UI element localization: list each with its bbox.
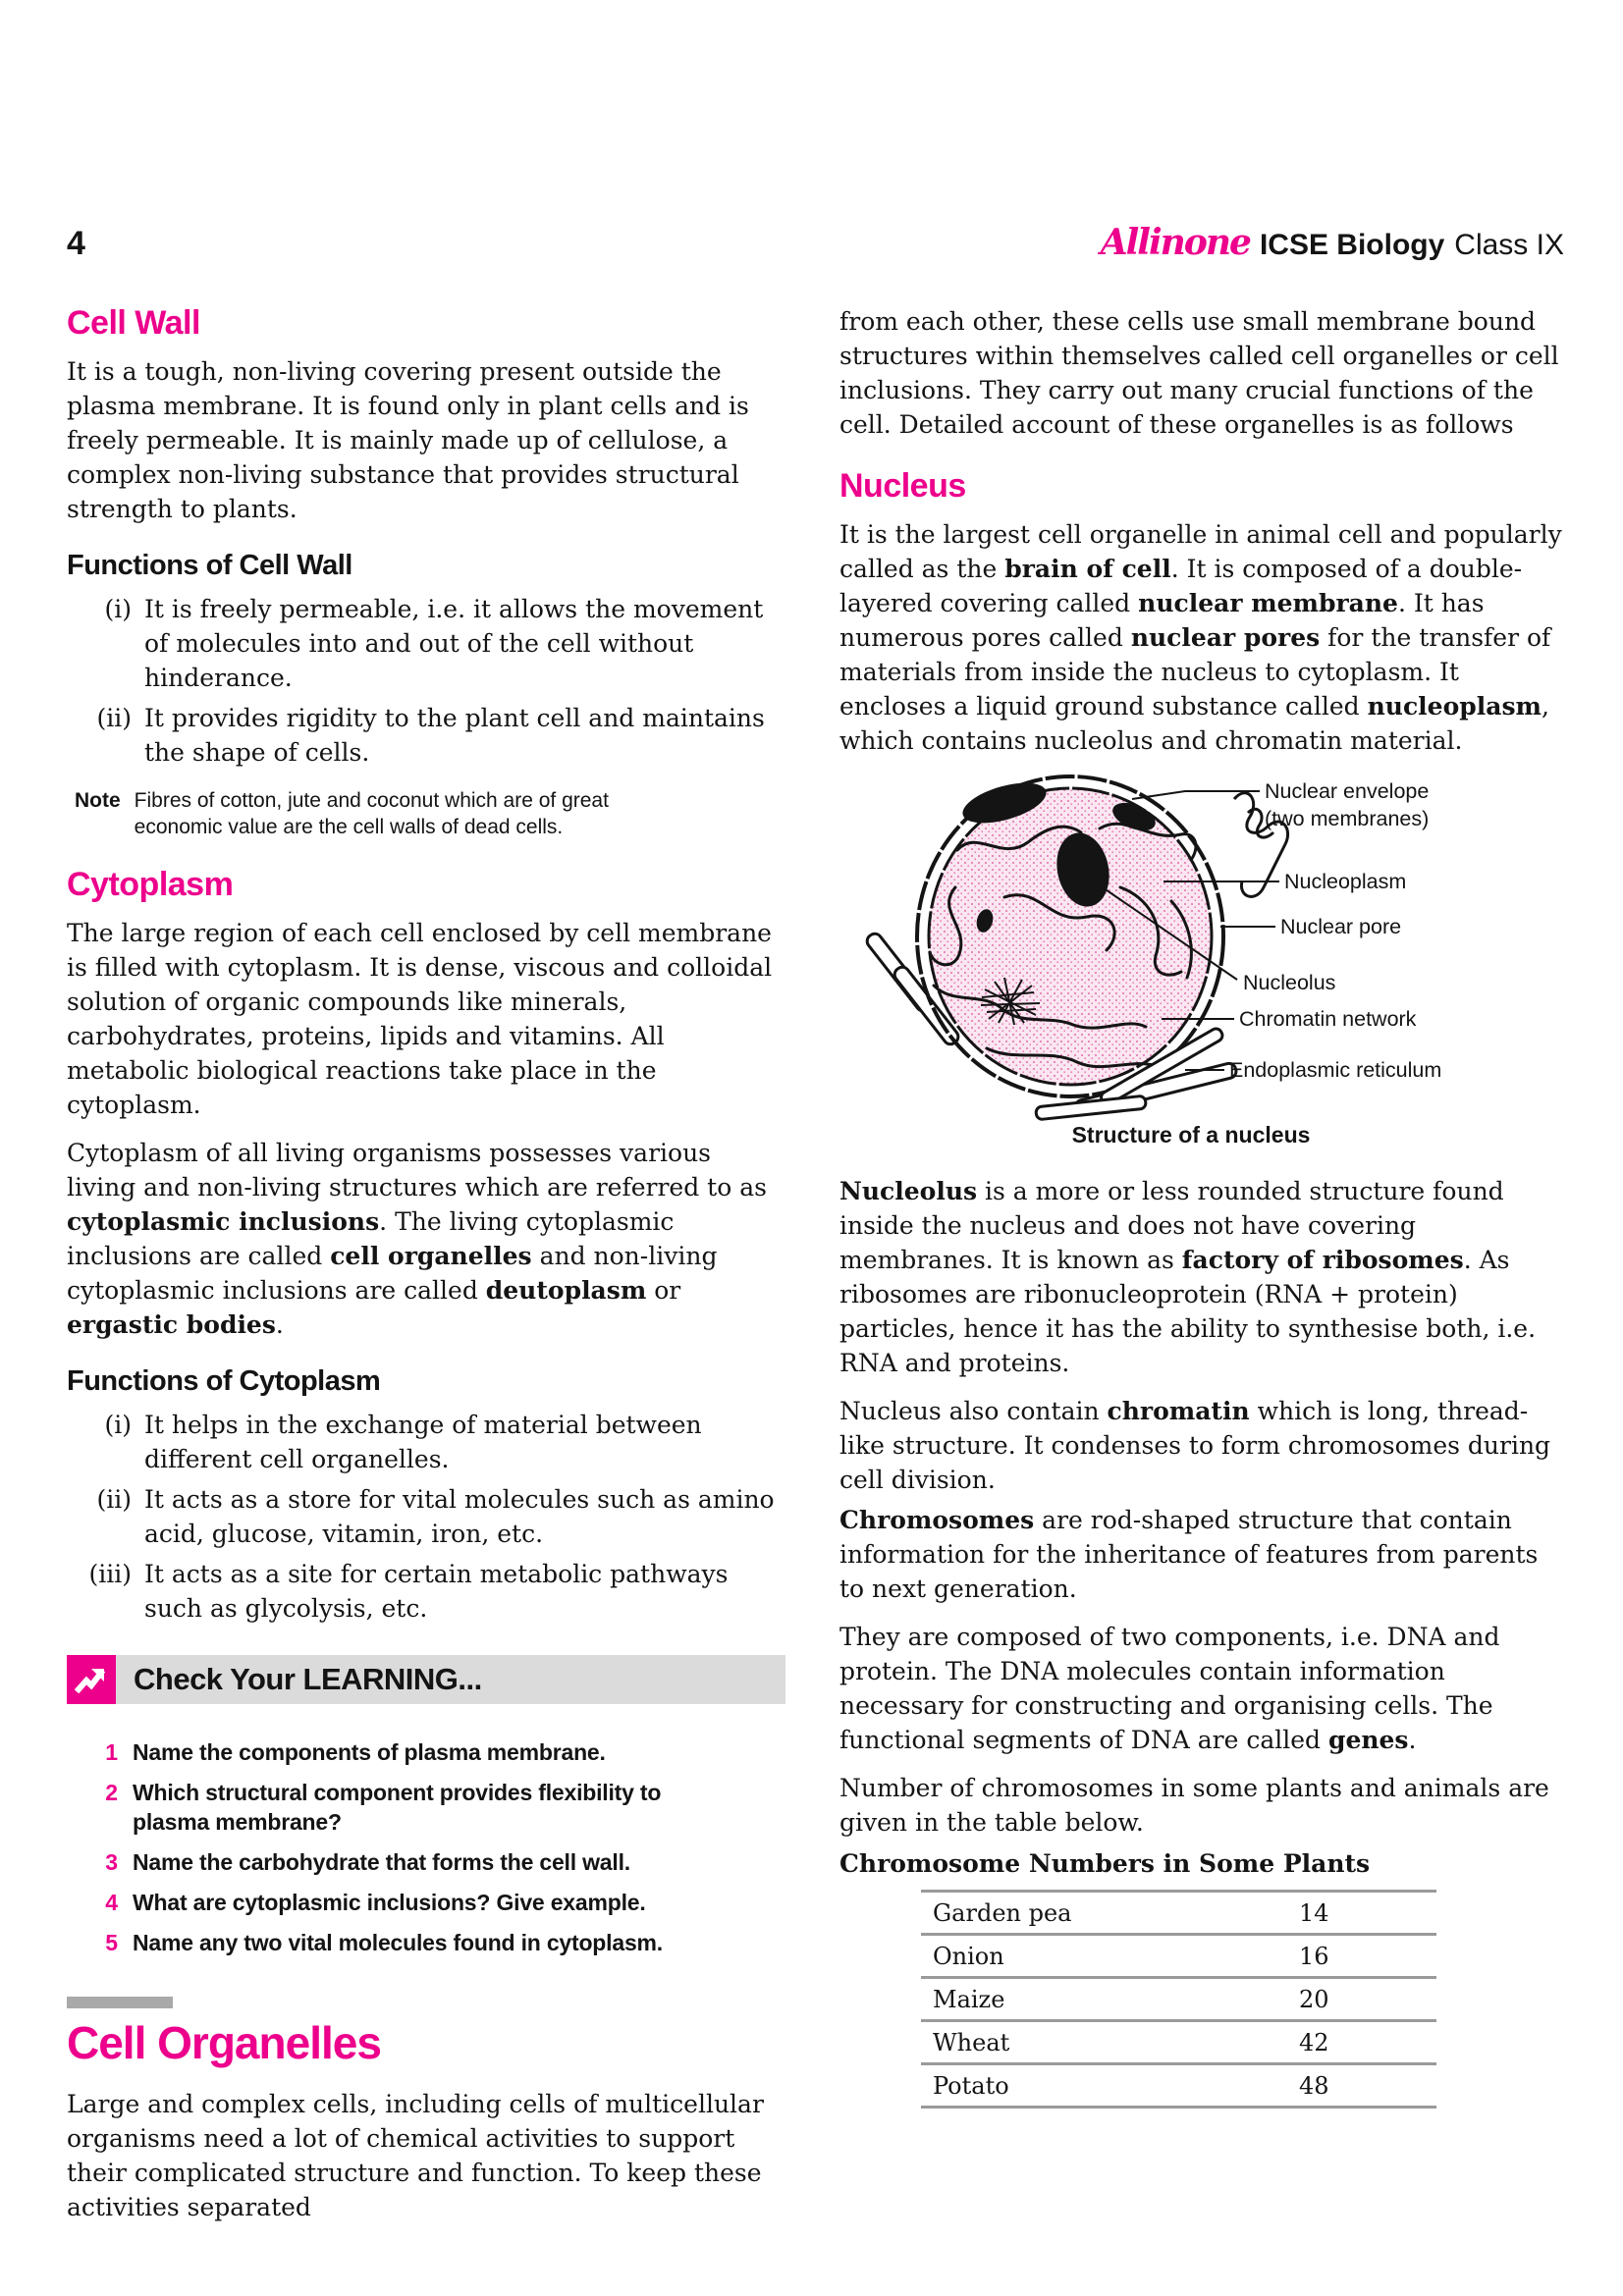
organelles-intro-paragraph: from each other, these cells use small membrane bound structures within themselves called cell organelles or cell inclusions. They carry out many crucial functions of the cell. Detailed account of these organelles is as follows [839, 307, 1559, 439]
text-run: Nucleus also contain [839, 1397, 1108, 1425]
table-cell-name: Wheat [933, 2029, 1010, 2056]
text-run: . It has numerous pores called [839, 589, 1485, 652]
table-cell-name: Maize [933, 1986, 1005, 2013]
nucleus-paragraph [839, 517, 1564, 758]
two-column-layout [67, 304, 1564, 2238]
table-cell-name: Potato [933, 2072, 1009, 2100]
text-run: factory of ribosomes [1181, 1246, 1464, 1274]
cell-wall-paragraph: It is a tough, non-living covering present outside the plasma membrane. It is found only in plant cells and is freely permeable. It is mainly made up of cellulose, a complex non-living substance that provides structural strength to plants. [67, 357, 749, 523]
nucleolus-paragraph [839, 1174, 1564, 1380]
dna-paragraph [839, 1620, 1564, 1757]
list-item [67, 592, 785, 695]
list-marker: (ii) [96, 1485, 132, 1514]
list-marker: (ii) [96, 704, 132, 732]
table-row [921, 2019, 1436, 2062]
table-cell-value: 16 [1299, 1943, 1329, 1970]
list-text: It helps in the exchange of material between different cell organelles. [144, 1411, 702, 1473]
section-divider-bar [67, 1997, 173, 2008]
nucleus-figure [839, 772, 1564, 1164]
check-your-learning-banner [67, 1655, 785, 1704]
text-run: nuclear membrane [1138, 589, 1398, 617]
text-run: , which contains nucleolus and chromatin material. [839, 692, 1549, 755]
list-text: It acts as a site for certain metabolic pathways such as glycolysis, etc. [144, 1560, 729, 1623]
check-your-learning-label: Check Your LEARNING... [116, 1655, 785, 1704]
table-cell-value: 42 [1299, 2029, 1329, 2056]
cytoplasm-paragraph-1: The large region of each cell enclosed by cell membrane is filled with cytoplasm. It is dense, viscous and colloidal solution of organic compounds like minerals, carbohydrates, proteins, lipids and vitamins. All metabolic biological reactions take place in the cytoplasm. [67, 919, 773, 1119]
text-run: cytoplasmic inclusions [67, 1207, 380, 1236]
question-item [67, 1888, 785, 1917]
table-cell-name: Garden pea [933, 1899, 1072, 1927]
question-item [67, 1737, 785, 1767]
text-run: chromatin [1107, 1397, 1250, 1425]
table-row [921, 1976, 1436, 2019]
figure-label-nuclear-envelope: Nuclear envelope [1265, 779, 1430, 803]
list-item [67, 1482, 785, 1551]
book-title-bold: ICSE Biology [1259, 229, 1445, 261]
question-number: 2 [105, 1780, 118, 1805]
text-run: or [646, 1276, 681, 1305]
text-run: nuclear pores [1130, 623, 1321, 652]
chromosomes-paragraph [839, 1503, 1564, 1606]
text-run: . As ribosomes are ribonucleoprotein (RNA + protein) particles, hence it has the ability to synthesise both, i.e. RNA and proteins. [839, 1246, 1537, 1377]
text-run: Cytoplasm of all living organisms possesses various living and non-living structures which are referred to as [67, 1139, 767, 1201]
question-text: Name the carbohydrate that forms the cell wall. [133, 1849, 630, 1875]
question-text: Which structural component provides flexibility to plasma membrane? [133, 1780, 662, 1835]
chromosome-table [921, 1890, 1436, 2109]
text-run: deutoplasm [485, 1276, 647, 1305]
note-label: Note [75, 789, 121, 812]
table-cell-name: Onion [933, 1943, 1004, 1970]
question-number: 5 [105, 1930, 118, 1955]
text-run: Nucleolus [839, 1177, 978, 1205]
question-text: Name any two vital molecules found in cytoplasm. [133, 1930, 663, 1955]
note-text: Fibres of cotton, jute and coconut which are of great economic value are the cell walls of dead cells. [134, 789, 609, 838]
text-run: ergastic bodies [67, 1310, 276, 1339]
figure-label-endoplasmic-reticulum: Endoplasmic reticulum [1229, 1058, 1442, 1082]
question-item [67, 1847, 785, 1877]
nucleus-diagram [839, 772, 1564, 1164]
page-header [67, 214, 1564, 263]
table-intro-paragraph: Number of chromosomes in some plants and animals are given in the table below. [839, 1774, 1549, 1837]
cytoplasm-paragraph-2 [67, 1136, 785, 1342]
list-marker: (iii) [88, 1560, 132, 1588]
table-cell-value: 14 [1299, 1899, 1329, 1927]
text-run: genes [1327, 1726, 1409, 1754]
figure-label-nucleolus: Nucleolus [1243, 971, 1336, 994]
text-run: . [1408, 1726, 1417, 1754]
list-text: It acts as a store for vital molecules such as amino acid, glucose, vitamin, iron, etc. [144, 1485, 775, 1548]
text-run: It is the largest cell organelle in animal cell and popularly called as the [839, 520, 1562, 583]
nuclear-envelope-inner [929, 788, 1212, 1085]
table-row [921, 1890, 1436, 1933]
figure-label-chromatin-network: Chromatin network [1239, 1007, 1417, 1031]
figure-label-two-membranes: (two membranes) [1265, 807, 1430, 830]
heading-cell-wall: Cell Wall [67, 304, 200, 342]
book-title-class: Class IX [1454, 229, 1564, 261]
list-item [67, 1408, 785, 1476]
list-text: It is freely permeable, i.e. it allows the movement of molecules into and out of the cell without hinderance. [144, 595, 764, 692]
text-run: and non-living cytoplasmic inclusions are called [67, 1242, 718, 1305]
page-number: 4 [67, 225, 85, 262]
text-run: which is long, thread-like structure. It condenses to form chromosomes during cell division. [839, 1397, 1551, 1494]
list-item [67, 1557, 785, 1626]
figure-label-nucleoplasm: Nucleoplasm [1284, 870, 1407, 893]
text-run: . It is composed of a double-layered covering called [839, 555, 1523, 617]
question-item [67, 1778, 785, 1837]
table-cell-value: 48 [1299, 2072, 1329, 2100]
question-number: 4 [105, 1890, 118, 1915]
book-brand [1101, 222, 1564, 263]
list-marker: (i) [104, 1411, 132, 1439]
question-number: 3 [105, 1849, 118, 1875]
allinone-logo: Allinone [1100, 222, 1250, 263]
table-cell-value: 20 [1299, 1986, 1329, 2013]
heading-functions-of-cytoplasm: Functions of Cytoplasm [67, 1365, 381, 1397]
zigzag-up-right-arrow-icon [67, 1655, 116, 1704]
text-run: are rod-shaped structure that contain information for the inheritance of features from parents to next generation. [839, 1506, 1539, 1603]
text-run: cell organelles [330, 1242, 532, 1270]
text-run: brain of cell [1004, 555, 1171, 583]
heading-nucleus: Nucleus [839, 467, 966, 505]
question-number: 1 [105, 1739, 118, 1765]
table-heading: Chromosome Numbers in Some Plants [839, 1849, 1371, 1878]
chromatin-paragraph [839, 1394, 1564, 1497]
text-run: . The living cytoplasmic inclusions are called [67, 1207, 675, 1270]
text-run: They are composed of two components, i.e. DNA and protein. The DNA molecules contain information necessary for constructing and organising cells. The functional segments of DNA are called [839, 1623, 1500, 1754]
text-run: nucleoplasm [1367, 692, 1542, 721]
list-text: It provides rigidity to the plant cell and maintains the shape of cells. [144, 704, 765, 767]
heading-cytoplasm: Cytoplasm [67, 866, 234, 903]
table-row [921, 1933, 1436, 1976]
right-column [839, 304, 1564, 2238]
list-marker: (i) [104, 595, 132, 623]
figure-caption: Structure of a nucleus [1071, 1122, 1311, 1148]
note-block [75, 787, 785, 840]
text-run: . [275, 1310, 284, 1339]
question-text: What are cytoplasmic inclusions? Give example. [133, 1890, 646, 1915]
list-item [67, 701, 785, 770]
figure-label-nuclear-pore: Nuclear pore [1280, 915, 1402, 938]
table-row [921, 2062, 1436, 2109]
heading-cell-organelles: Cell Organelles [67, 2017, 381, 2068]
text-run: Chromosomes [839, 1506, 1035, 1534]
cell-organelles-paragraph: Large and complex cells, including cells of multicellular organisms need a lot of chemical activities to support their complicated structure and function. To keep these activities separated [67, 2090, 764, 2221]
question-text: Name the components of plasma membrane. [133, 1739, 606, 1765]
heading-functions-of-cell-wall: Functions of Cell Wall [67, 550, 352, 581]
text-run: for the transfer of materials from inside the nucleus to cytoplasm. It encloses a liquid ground substance called [839, 623, 1551, 721]
question-item [67, 1928, 785, 1957]
left-column [67, 304, 785, 2238]
text-run: is a more or less rounded structure found inside the nucleus and does not have covering membranes. It is known as [839, 1177, 1504, 1274]
